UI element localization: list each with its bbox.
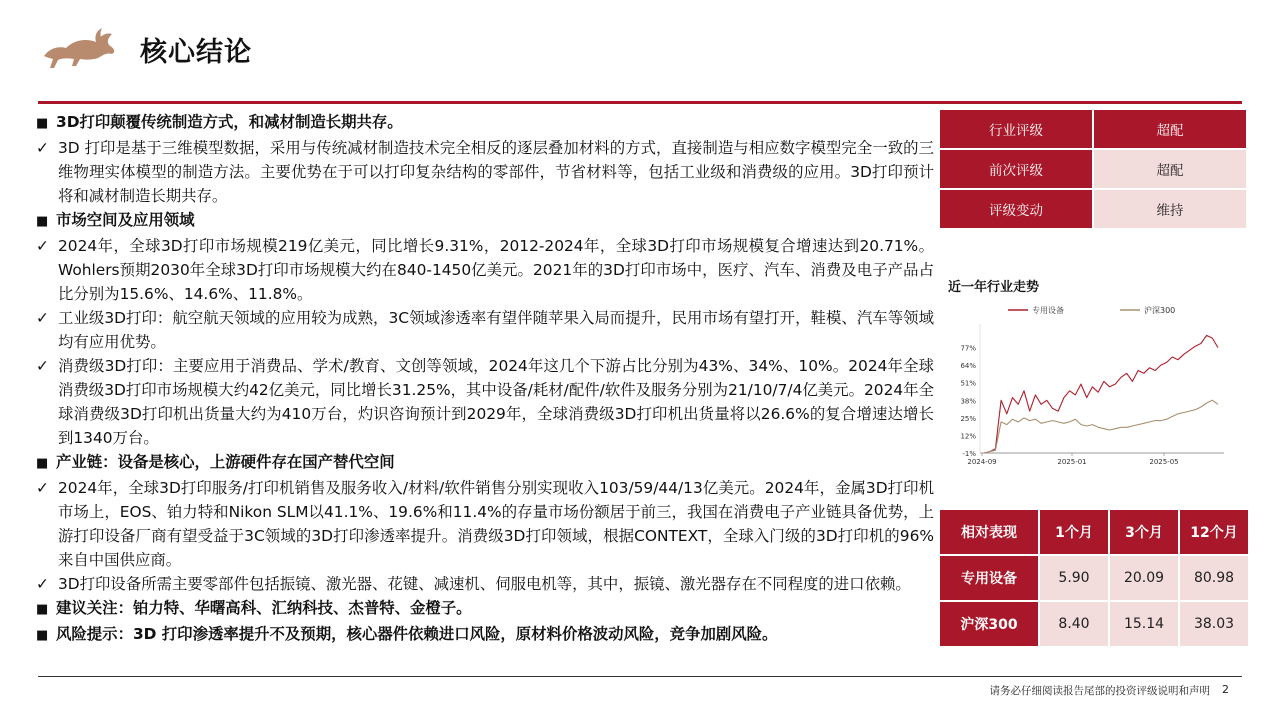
perf-header-cell: 相对表现 xyxy=(940,510,1038,554)
legend-label-a: 专用设备 xyxy=(1032,306,1064,315)
square-bullet-icon: ■ xyxy=(36,116,49,131)
perf-cell: 5.90 xyxy=(1040,556,1108,600)
y-tick-label: 64% xyxy=(960,362,976,371)
check-bullet-icon: ✓ xyxy=(36,357,49,375)
trend-chart xyxy=(940,296,1240,472)
bullet-text: 消费级3D打印：主要应用于消费品、学术/教育、文创等领域，2024年这几个下游占比分别为43%、34%、10%。2024年全球消费级3D打印市场规模大约42亿美元，同比增长31.25%，其中设备/耗材/配件/软件及服务分别为21/10/7/4亿美元。2024年全球消费级3D打印机出货量大约为410万台，灼识咨询预计到2029年，全球消费级3D打印机出货量将以26.6%的复合增速达增长到1340万台。 xyxy=(58,357,934,447)
perf-header-cell: 3个月 xyxy=(1110,510,1178,554)
header-divider xyxy=(38,101,1242,104)
footer-divider xyxy=(38,676,1242,677)
relative-performance-table xyxy=(938,508,1250,648)
page-title: 核心结论 xyxy=(140,37,252,68)
rating-row-change xyxy=(940,190,1246,228)
rating-change-label: 评级变动 xyxy=(940,190,1092,228)
legend-label-b: 沪深300 xyxy=(1144,306,1176,315)
bullet-text: 2024年，全球3D打印市场规模219亿美元，同比增长9.31%，2012-2024年，全球3D打印市场规模复合增速达到20.71%。Wohlers预期2030年全球3D打印市场规模大约在840-1450亿美元。2021年的3D打印市场中，医疗、汽车、消费及电子产品占比分别为15.6%、14.6%、11.8%。 xyxy=(58,237,934,303)
check-bullet-icon: ✓ xyxy=(36,479,49,497)
check-bullet-item xyxy=(36,234,934,306)
section-heading-3d-printing: ■ 3D打印颠覆传统制造方式，和减材制造长期共存。 xyxy=(36,110,934,136)
y-tick-label: 12% xyxy=(960,432,976,441)
perf-row-equipment xyxy=(940,556,1248,600)
series-line-equipment xyxy=(984,335,1218,453)
chart-plot-area xyxy=(960,324,1224,466)
chart-title: 近一年行业走势 xyxy=(948,280,1040,295)
x-tick-label: 2025-01 xyxy=(1057,458,1087,466)
bullet-text: 3D 打印是基于三维模型数据，采用与传统减材制造技术完全相反的逐层叠加材料的方式，直接制造与相应数字模型完全一致的三维物理实体模型的制造方法。主要优势在于可以打印复杂结构的零部件，节省材料等，包括工业级和消费级的应用。3D打印预计将和减材制造长期共存。 xyxy=(58,139,934,205)
perf-header-row xyxy=(940,510,1248,554)
industry-rating-value: 超配 xyxy=(1094,110,1246,148)
perf-row-hs300 xyxy=(940,602,1248,646)
square-bullet-icon: ■ xyxy=(36,456,49,471)
rating-table xyxy=(938,108,1248,230)
y-tick-label: 51% xyxy=(960,379,976,388)
square-bullet-icon: ■ xyxy=(36,628,49,643)
perf-row-label: 沪深300 xyxy=(940,602,1038,646)
bullet-text: 3D打印设备所需主要零部件包括振镜、激光器、花键、减速机、伺服电机等，其中，振镜、激光器存在不同程度的进口依赖。 xyxy=(58,575,911,593)
perf-header-cell: 1个月 xyxy=(1040,510,1108,554)
check-bullet-item xyxy=(36,572,934,596)
perf-cell: 80.98 xyxy=(1180,556,1248,600)
x-tick-label: 2025-05 xyxy=(1149,458,1179,466)
footer-disclaimer: 请务必仔细阅读报告尾部的投资评级说明和声明 xyxy=(989,685,1210,697)
check-bullet-item xyxy=(36,476,934,572)
core-conclusion-text xyxy=(36,110,934,648)
section-heading-risk: ■ 风险提示：3D 打印渗透率提升不及预期，核心器件依赖进口风险，原材料价格波动风险，竞争加剧风险。 xyxy=(36,622,934,648)
square-bullet-icon: ■ xyxy=(36,602,49,617)
bullet-text: 2024年，全球3D打印服务/打印机销售及服务收入/材料/软件销售分别实现收入103/59/44/13亿美元。2024年，金属3D打印机市场上，EOS、铂力特和Nikon SLM以41.1%、19.6%和11.4%的存量市场份额居于前三，我国在消费电子产业链具备优势，上游打印设备厂商有望受益于3C领域的3D打印渗透率提升。消费级3D打印领域，根据CONTEXT，全球入门级的3D打印机的96%来自中国供应商。 xyxy=(58,479,934,569)
check-bullet-icon: ✓ xyxy=(36,575,49,593)
perf-cell: 20.09 xyxy=(1110,556,1178,600)
check-bullet-icon: ✓ xyxy=(36,139,49,157)
bull-logo-icon xyxy=(40,26,120,74)
perf-cell: 15.14 xyxy=(1110,602,1178,646)
square-bullet-icon: ■ xyxy=(36,214,49,229)
rating-row-industry xyxy=(940,110,1246,148)
check-bullet-item xyxy=(36,354,934,450)
perf-cell: 8.40 xyxy=(1040,602,1108,646)
y-tick-label: 25% xyxy=(960,414,976,423)
check-bullet-icon: ✓ xyxy=(36,309,49,327)
page-number: 2 xyxy=(1222,683,1229,696)
y-tick-label: 77% xyxy=(960,344,976,353)
previous-rating-value: 超配 xyxy=(1094,150,1246,188)
perf-header-cell: 12个月 xyxy=(1180,510,1248,554)
rating-row-previous xyxy=(940,150,1246,188)
check-bullet-item xyxy=(36,306,934,354)
bullet-text: 工业级3D打印：航空航天领域的应用较为成熟，3C领域渗透率有望伴随苹果入局而提升，民用市场有望打开，鞋模、汽车等领域均有应用优势。 xyxy=(58,309,934,351)
rating-change-value: 维持 xyxy=(1094,190,1246,228)
industry-rating-label: 行业评级 xyxy=(940,110,1092,148)
check-bullet-icon: ✓ xyxy=(36,237,49,255)
perf-cell: 38.03 xyxy=(1180,602,1248,646)
section-heading-market: ■ 市场空间及应用领域 xyxy=(36,208,934,234)
series-line-hs300 xyxy=(984,400,1218,453)
y-tick-label: 38% xyxy=(960,397,976,406)
section-heading-recommendation: ■ 建议关注：铂力特、华曙高科、汇纳科技、杰普特、金橙子。 xyxy=(36,596,934,622)
previous-rating-label: 前次评级 xyxy=(940,150,1092,188)
perf-row-label: 专用设备 xyxy=(940,556,1038,600)
y-tick-label: -1% xyxy=(962,450,976,458)
section-heading-industry-chain: ■ 产业链：设备是核心，上游硬件存在国产替代空间 xyxy=(36,450,934,476)
check-bullet-item xyxy=(36,136,934,208)
x-tick-label: 2024-09 xyxy=(967,458,997,466)
